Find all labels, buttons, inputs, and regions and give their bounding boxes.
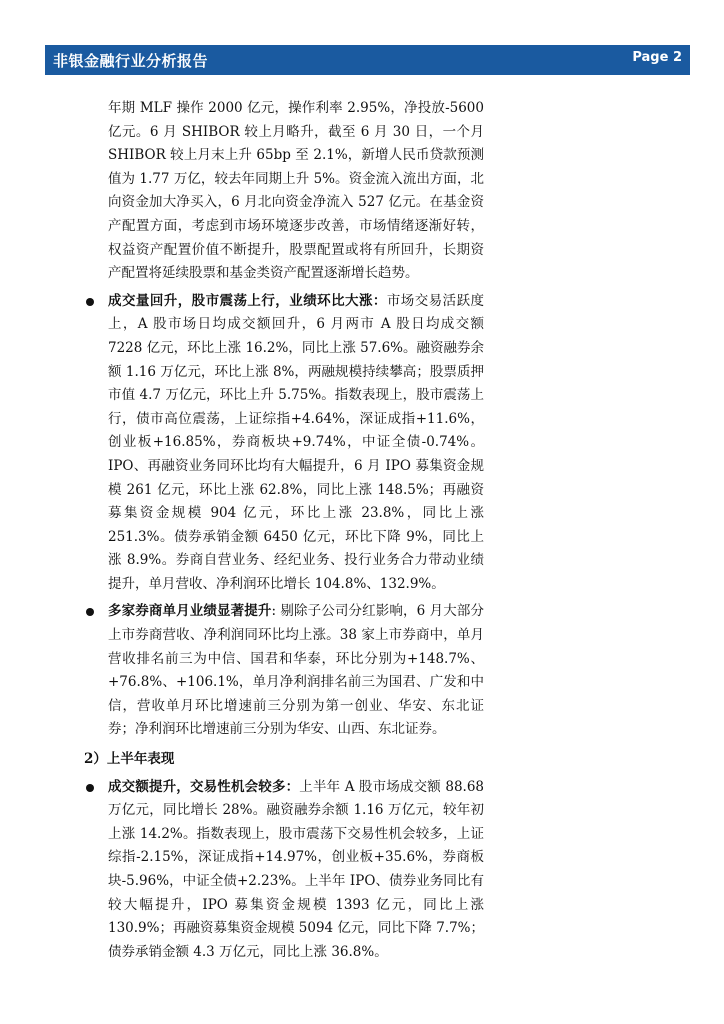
bullet-paragraph xyxy=(108,600,484,742)
header-bar xyxy=(45,45,690,75)
bullet-lead: 成交额提升，交易性机会较多： xyxy=(108,778,300,795)
bullet-dot-icon xyxy=(86,784,94,792)
bullet-paragraph xyxy=(108,776,484,965)
bullet-item xyxy=(84,776,484,965)
section-heading: 2）上半年表现 xyxy=(84,751,175,768)
report-title: 非银金融行业分析报告 xyxy=(53,52,209,70)
bullet-text: : 剔除子公司分红影响，6 月大部分上市券商营收、净利润同环比均上涨。38 家上市券商中，单月营收排名前三为中信、国君和华泰，环比分别为+148.7%、+76.8%、+106.1%，单月净利润排名前三为国君、广发和中信，营收单月环比增速前三分别为第一创业、华安、东北证券；净利润环比增速前三分别为华安、山西、东北证券。 xyxy=(108,603,484,738)
bullet-text: 上半年 A 股市场成交额 88.68 万亿元，同比增长 28%。融资融券余额 1.16 万亿元，较年初上涨 14.2%。指数表现上，股市震荡下交易性机会较多，上证综指-2.15%，深证成指+14.97%，创业板+35.6%，券商板块-5.96%，中证全债+2.23%。上半年 IPO、债券业务同比有较大幅提升，IPO 募集资金规模 1393 亿元，同比上涨 130.9%；再融资募集资金规模 5094 亿元，同比下降 7.7%；债券承销金额 4.3 万亿元，同比上涨 36.8%。 xyxy=(108,778,485,960)
bullet-paragraph xyxy=(108,290,484,597)
report-body xyxy=(84,97,484,964)
bullet-item xyxy=(84,290,484,597)
bullet-dot-icon xyxy=(86,298,94,306)
bullet-dot-icon xyxy=(86,608,94,616)
page-number: Page 2 xyxy=(632,50,682,65)
intro-paragraph: 年期 MLF 操作 2000 亿元，操作利率 2.95%，净投放-5600 亿元。6 月 SHIBOR 较上月略升，截至 6 月 30 日，一个月 SHIBOR 较上月末上升 65bp 至 2.1%，新增人民币贷款预测值为 1.77 万亿，较去年同期上升 5%。资金流入流出方面，北向资金加大净买入，6 月北向资金净流入 527 亿元。在基金资产配置方面，考虑到市场环境逐步改善，市场情绪逐渐好转，权益资产配置价值不断提升，股票配置或将有所回升，长期资产配置将延续股票和基金类资产配置逐渐增长趋势。 xyxy=(108,100,484,282)
bullet-item xyxy=(84,600,484,742)
bullet-text: 市场交易活跃度上，A 股市场日均成交额回升，6 月两市 A 股日均成交额 7228 亿元，环比上涨 16.2%，同比上涨 57.6%。融资融券余额 1.16 万亿元，环比上涨 8%，两融规模持续攀高；股票质押市值 4.7 万亿元，环比上升 5.75%。指数表现上，股市震荡上行，债市高位震荡，上证综指+4.64%，深证成指+11.6%，创业板+16.85%，券商板块+9.74%，中证全债-0.74%。IPO、再融资业务同环比均有大幅提升，6 月 IPO 募集资金规模 261 亿元，环比上涨 62.8%，同比上涨 148.5%；再融资募集资金规模 904 亿元，环比上涨 23.8%，同比上涨 251.3%。债券承销金额 6450 亿元，环比下降 9%，同比上涨 8.9%。券商自营业务、经纪业务、投行业务合力带动业绩提升，单月营收、净利润环比增长 104.8%、132.9%。 xyxy=(108,292,485,592)
bullet-lead: 成交量回升，股市震荡上行，业绩环比大涨： xyxy=(108,292,387,309)
bullet-lead: 多家券商单月业绩显著提升 xyxy=(108,603,272,620)
